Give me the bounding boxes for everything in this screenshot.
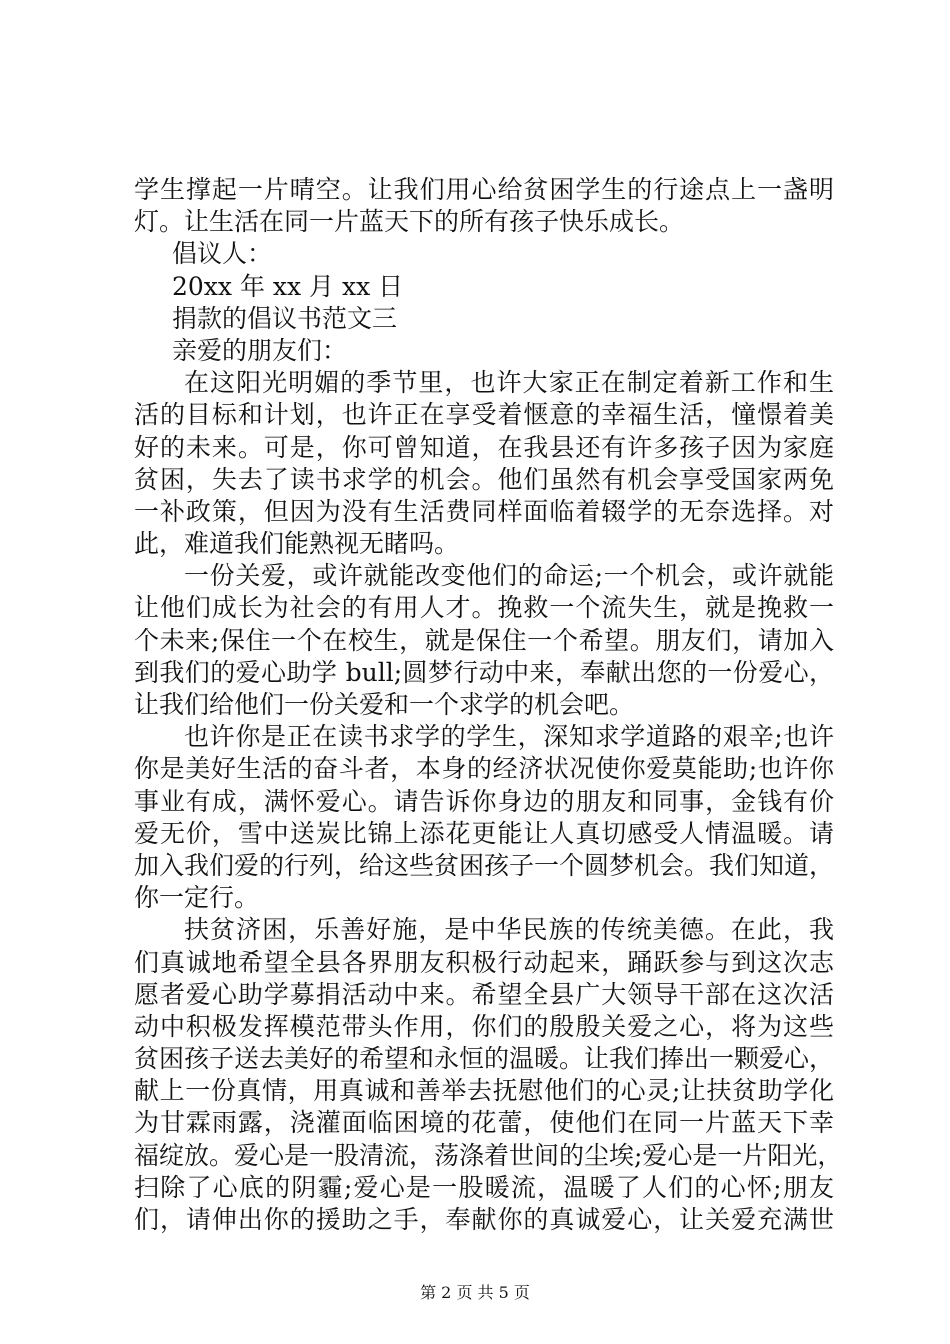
text-line: 为甘霖雨露，浇灌面临困境的花蕾，使他们在同一片蓝天下幸 xyxy=(134,1108,834,1138)
date-line: 20xx 年 xx 月 xx 日 xyxy=(172,271,404,301)
text-line: 爱无价，雪中送炭比锦上添花更能让人真切感受人情温暖。请 xyxy=(134,818,834,848)
text-line: 在这阳光明媚的季节里，也许大家正在制定着新工作和生 xyxy=(184,368,834,398)
text-line: 学生撑起一片晴空。让我们用心给贫困学生的行途点上一盏明 xyxy=(134,175,834,204)
text-line: 们真诚地希望全县各界朋友积极行动起来，踊跃参与到这次志 xyxy=(134,947,834,977)
text-line: 扫除了心底的阴霾;爱心是一股暖流，温暖了人们的心怀;朋友 xyxy=(134,1172,834,1202)
text-line: 个未来;保住一个在校生，就是保住一个希望。朋友们，请加入 xyxy=(134,625,834,655)
text-line: 扶贫济困，乐善好施，是中华民族的传统美德。在此，我 xyxy=(184,915,834,945)
text-line: 让他们成长为社会的有用人才。挽救一个流失生，就是挽救一 xyxy=(134,593,834,623)
text-line: 灯。让生活在同一片蓝天下的所有孩子快乐成长。 xyxy=(134,207,685,237)
page-number-footer: 第 2 页 共 5 页 xyxy=(420,1283,530,1302)
text-line: 们，请伸出你的援助之手，奉献你的真诚爱心，让关爱充满世 xyxy=(134,1205,834,1234)
text-line: 贫困孩子送去美好的希望和永恒的温暖。让我们捧出一颗爱心， xyxy=(134,1044,835,1074)
salutation: 亲爱的朋友们： xyxy=(172,335,348,365)
text-line: 加入我们爱的行列，给这些贫困孩子一个圆梦机会。我们知道， xyxy=(134,850,835,880)
text-line: 活的目标和计划，也许正在享受着惬意的幸福生活，憧憬着美 xyxy=(134,400,834,430)
document-body xyxy=(134,174,843,1236)
text-line: 此，难道我们能熟视无睹吗。 xyxy=(134,529,460,559)
text-line: 好的未来。可是，你可曾知道，在我县还有许多孩子因为家庭 xyxy=(134,432,834,462)
text-line: 福绽放。爱心是一股清流，荡涤着世间的尘埃;爱心是一片阳光， xyxy=(134,1140,843,1170)
text-line: 也许你是正在读书求学的学生，深知求学道路的艰辛;也许 xyxy=(184,722,834,752)
text-line: 一补政策，但因为没有生活费同样面临着辍学的无奈选择。对 xyxy=(134,496,834,526)
text-line: 愿者爱心助学募捐活动中来。希望全县广大领导干部在这次活 xyxy=(134,979,834,1009)
text-line: 你一定行。 xyxy=(134,883,260,913)
text-line: 让我们给他们一份关爱和一个求学的机会吧。 xyxy=(134,690,635,719)
text-line: 一份关爱，或许就能改变他们的命运;一个机会，或许就能 xyxy=(184,561,834,591)
signer-label: 倡议人： xyxy=(172,239,273,269)
text-line: 献上一份真情，用真诚和善举去抚慰他们的心灵;让扶贫助学化 xyxy=(134,1076,834,1106)
text-line: 你是美好生活的奋斗者，本身的经济状况使你爱莫能助;也许你 xyxy=(134,754,834,784)
text-line: 动中积极发挥模范带头作用，你们的殷殷关爱之心，将为这些 xyxy=(134,1011,834,1041)
text-line: 到我们的爱心助学 bull;圆梦行动中来，奉献出您的一份爱心， xyxy=(134,657,834,687)
section-title: 捐款的倡议书范文三 xyxy=(172,303,398,333)
text-line: 事业有成，满怀爱心。请告诉你身边的朋友和同事，金钱有价 xyxy=(134,786,834,816)
text-line: 贫困，失去了读书求学的机会。他们虽然有机会享受国家两免 xyxy=(134,464,834,494)
